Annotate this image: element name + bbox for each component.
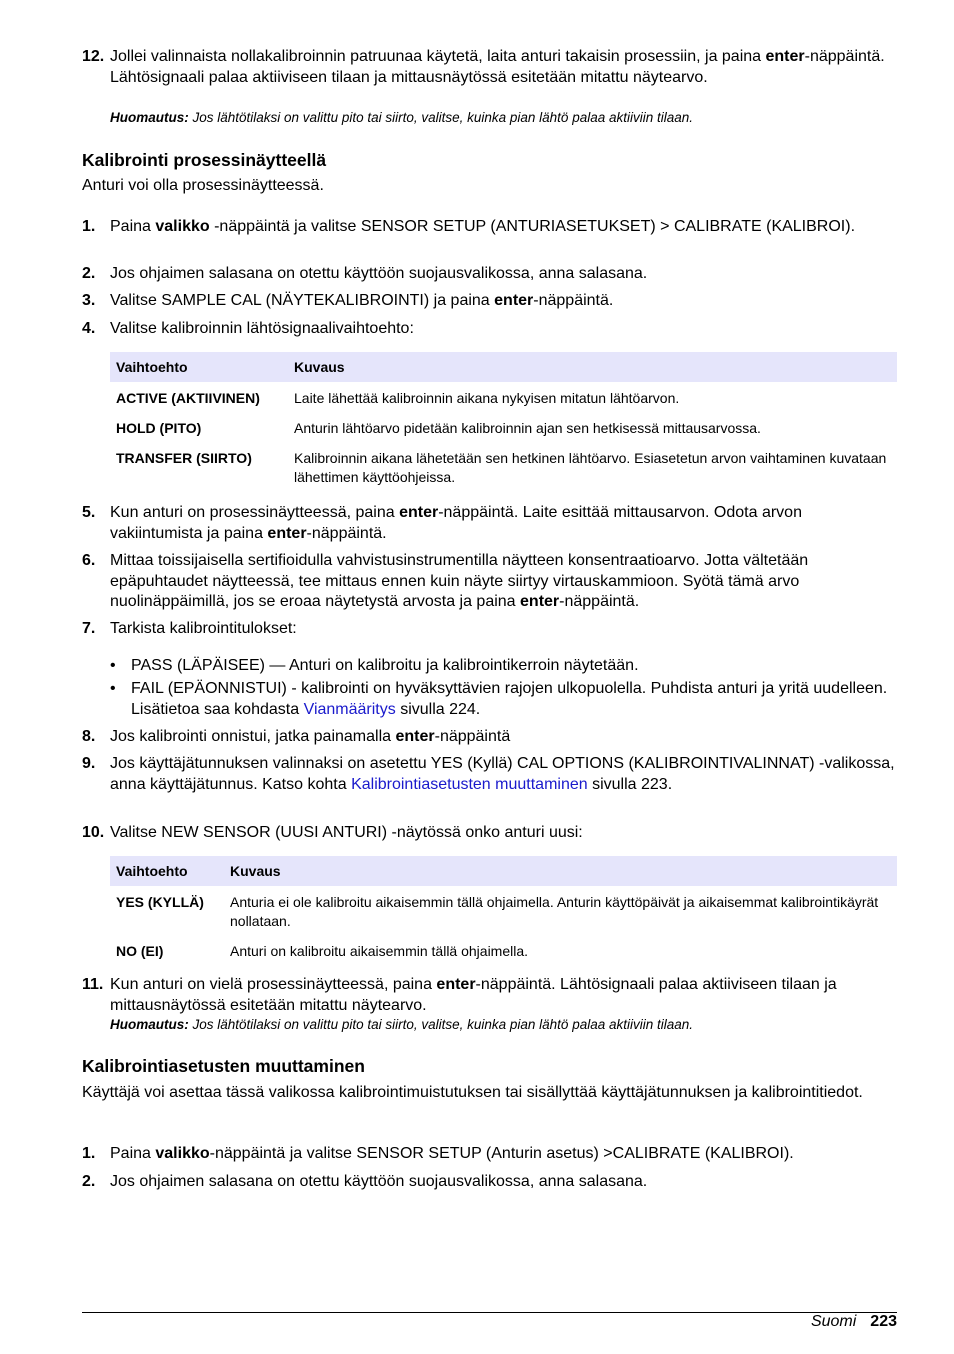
step-2: 2. Jos ohjaimen salasana on otettu käyttöön suojausvalikossa, anna salasana. <box>82 265 648 282</box>
options-table <box>110 352 897 491</box>
step-12 <box>82 47 897 88</box>
note: Huomautus: Jos lähtötilaksi on valittu pito tai siirto, valitse, kuinka pian lähtö palaa aktiiviin tilaan. <box>110 110 694 125</box>
table-row: ACTIVE (AKTIIVINEN) Laite lähettää kalibroinnin aikana nykyisen mitatun lähtöarvon. <box>116 390 680 406</box>
section-intro: Käyttäjä voi asettaa tässä valikossa kalibrointimuistutuksen tai sisällyttää käyttäjätunnuksen ja kalibrointitiedot. <box>82 1084 863 1101</box>
step-8: 8. Jos kalibrointi onnistui, jatka painamalla enter-näppäintä <box>82 728 511 745</box>
step-1: 1. Paina valikko-näppäintä ja valitse SENSOR SETUP (Anturin asetus) >CALIBRATE (KALIBROI). <box>82 1145 794 1162</box>
table-header: Kuvaus <box>288 352 897 382</box>
section-intro: Anturi voi olla prosessinäytteessä. <box>82 177 324 194</box>
table-header: Vaihtoehto <box>110 352 288 382</box>
page-number: 223 <box>870 1313 897 1330</box>
step-3: 3. Valitse SAMPLE CAL (NÄYTEKALIBROINTI) ja paina enter-näppäintä. <box>82 292 614 309</box>
step-5: 5. Kun anturi on prosessinäytteessä, paina enter-näppäintä. Laite esittää mittausarvon. Odota arvon vakiintumista ja paina enter-näppäintä. <box>82 504 802 542</box>
footer-language: Suomi <box>810 1313 857 1330</box>
table-header: Kuvaus <box>224 856 897 886</box>
footer-divider <box>82 1312 897 1313</box>
table-row: HOLD (PITO) Anturin lähtöarvo pidetään kalibroinnin ajan sen hetkisessä mittausarvossa. <box>116 420 761 436</box>
step-4: 4. Valitse kalibroinnin lähtösignaalivaihtoehto: <box>82 320 414 337</box>
list-item: • FAIL (EPÄONNISTUI) - kalibrointi on hyväksyttävien rajojen ulkopuolella. Puhdista anturi ja yritä uudelleen. Lisätietoa saa kohdasta Vianmääritys sivulla 224. <box>110 680 888 718</box>
link-vianmaaritys[interactable]: Vianmääritys <box>303 700 396 718</box>
section-heading: Kalibrointi prosessinäytteellä <box>82 150 327 170</box>
page-footer <box>811 1312 897 1332</box>
table-row: NO (EI) Anturi on kalibroitu aikaisemmin tällä ohjaimella. <box>116 943 529 959</box>
section-heading: Kalibrointiasetusten muuttaminen <box>82 1056 365 1076</box>
step-10: 10. Valitse NEW SENSOR (UUSI ANTURI) -näytössä onko anturi uusi: <box>82 824 583 841</box>
table-header: Vaihtoehto <box>110 856 224 886</box>
step-2: 2. Jos ohjaimen salasana on otettu käyttöön suojausvalikossa, anna salasana. <box>82 1173 648 1190</box>
step-1: 1. Paina valikko -näppäintä ja valitse SENSOR SETUP (ANTURIASETUKSET) > CALIBRATE (KALIBROI). <box>82 218 856 235</box>
step-11: 11. Kun anturi on vielä prosessinäytteessä, paina enter-näppäintä. Lähtösignaali palaa aktiiviseen tilaan ja mittausnäytössä esitetään mitattu näytearvo. <box>82 976 837 1014</box>
list-item: • PASS (LÄPÄISEE) — Anturi on kalibroitu ja kalibrointikerroin näytetään. <box>110 657 639 674</box>
note: Huomautus: Jos lähtötilaksi on valittu pito tai siirto, valitse, kuinka pian lähtö palaa aktiiviin tilaan. <box>110 1017 694 1032</box>
step-6: 6. Mittaa toissijaisella sertifioidulla vahvistusinstrumentilla näytteen konsentraatioarvo. Jotta vältetään epäpuhtaudet näytteessä, tee mittaus ennen kuin näyte siirtyy virtauskammioon. Syötä tämä arvo nuolinäppäimillä, jos se eroaa näytetystä arvosta ja paina enter-näppäintä. <box>82 552 809 610</box>
new-sensor-table <box>110 856 897 965</box>
step-number: 12. <box>82 48 105 65</box>
step-text: Jollei valinnaista nollakalibroinnin patruunaa käytetä, laita anturi takaisin prosessiin, ja paina enter-näppäintä. Lähtösignaali palaa aktiiviseen tilaan ja mittausnäytössä esitetään mitattu näytearvo. <box>110 48 885 86</box>
link-kalibrointiasetusten-muuttaminen[interactable]: Kalibrointiasetusten muuttaminen <box>351 775 588 793</box>
table-row: YES (KYLLÄ) Anturia ei ole kalibroitu aikaisemmin tällä ohjaimella. Anturin käyttöpäivät ja aikaisemmat kalibrointikäyrät nollataan. <box>116 894 879 929</box>
table-row: TRANSFER (SIIRTO) Kalibroinnin aikana lähetetään sen hetkinen lähtöarvo. Esiasetetun arvon vaihtaminen kuvataan lähettimen käyttöohjeissa. <box>116 450 887 485</box>
step-9: 9. Jos käyttäjätunnuksen valinnaksi on asetettu YES (Kyllä) CAL OPTIONS (KALIBROINTIVALINNAT) -valikossa, anna käyttäjätunnus. Katso kohta Kalibrointiasetusten muuttaminen sivulla 223. <box>82 755 895 793</box>
step-7: 7. Tarkista kalibrointitulokset: <box>82 620 297 637</box>
